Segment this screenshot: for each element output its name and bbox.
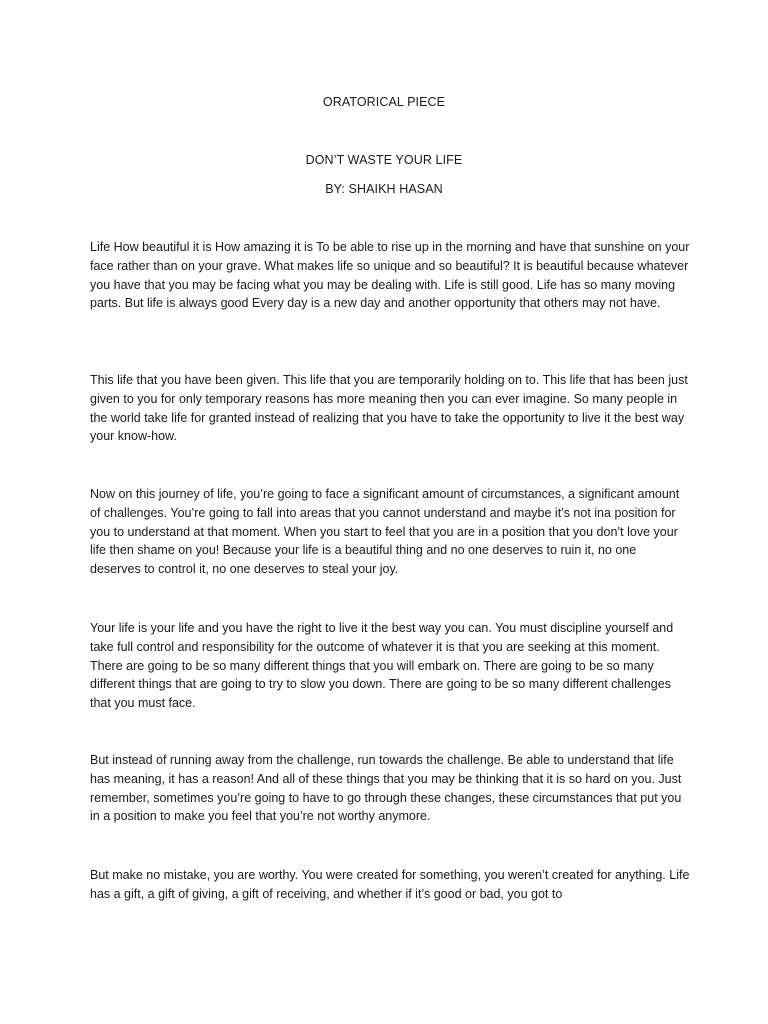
document-header: ORATORICAL PIECE	[322, 95, 446, 109]
paragraph-5: But instead of running away from the challenge, run towards the challenge. Be able to understand that life has meaning, it has a reason! And all of these things that you may be thinking that it is so hard on you. Just remember, sometimes you’re going to have to go through these changes, these circumstances that put you in a position to make you feel that you’re not worthy anymore.	[90, 753, 682, 824]
paragraph-6: But make no mistake, you are worthy. You were created for something, you weren’t created for anything. Life has a gift, a gift of giving, a gift of receiving, and whether if it’s good or bad, you got to	[90, 868, 690, 901]
document-title: DON’T WASTE YOUR LIFE	[305, 153, 463, 167]
paragraph-4: Your life is your life and you have the right to live it the best way you can. You must discipline yourself and take full control and responsibility for the outcome of whatever it is that you are seeking at this moment. There are going to be so many different things that you will embark on. There are going to be so many different things that are going to try to slow you down. There are going to be so many different challenges that you must face.	[90, 621, 674, 711]
paragraph-3: Now on this journey of life, you’re going to face a significant amount of circumstances, a significant amount of challenges. You’re going to fall into areas that you cannot understand and maybe it’s not ina position for you to understand at that moment. When you start to feel that you are in a position that you don’t love your life then shame on you! Because your life is a beautiful thing and no one deserves to ruin it, no one deserves to control it, no one deserves to steal your joy.	[90, 487, 680, 577]
paragraph-2: This life that you have been given. This life that you are temporarily holding on to. This life that has been just given to you for only temporary reasons has more meaning then you can ever imagine. So many people in the world take life for granted instead of realizing that you have to take the opportunity to live it the best way your know-how.	[90, 373, 688, 444]
paragraph-1: Life How beautiful it is How amazing it is To be able to rise up in the morning and have that sunshine on your face rather than on your grave. What makes life so unique and so beautiful? It is beautiful because whatever you have that you may be facing what you may be dealing with. Life is still good. Life has so many moving parts. But life is always good Every day is a new day and another opportunity that others may not have.	[90, 240, 690, 311]
document-author: BY: SHAIKH HASAN	[325, 182, 443, 196]
